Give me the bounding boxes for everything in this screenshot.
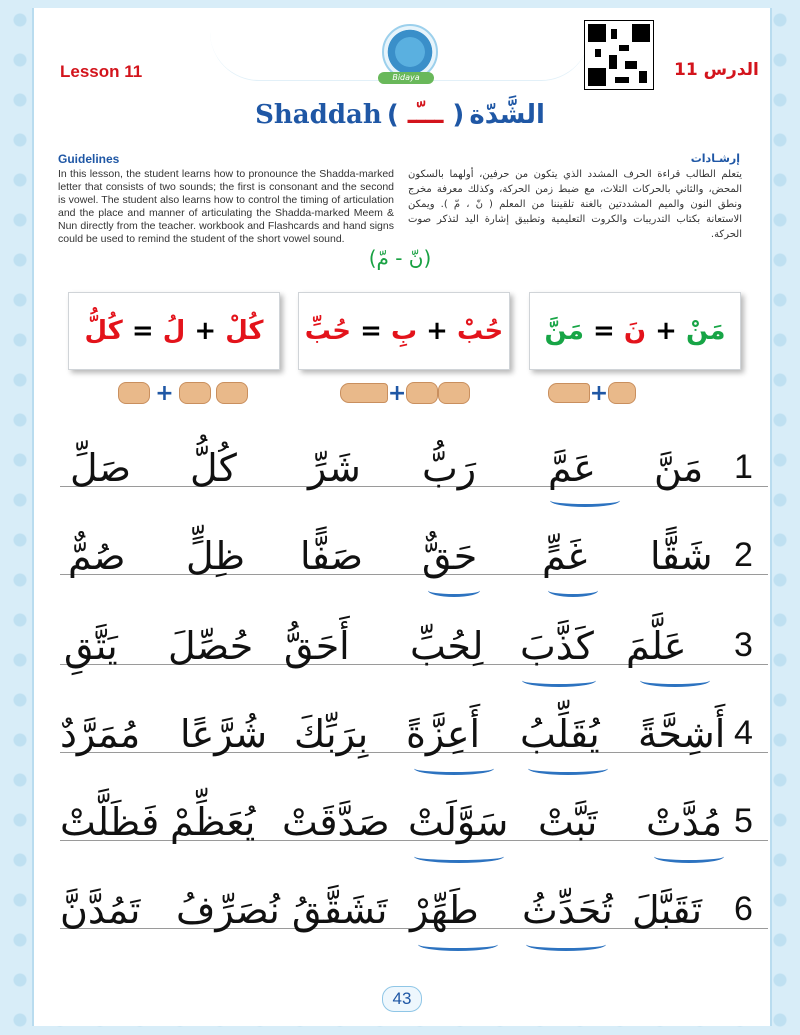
word: نُصَرِّفُ bbox=[176, 888, 280, 932]
hand-side-icon bbox=[118, 382, 150, 404]
word: صَفًّا bbox=[300, 534, 364, 578]
vowel-arc bbox=[414, 850, 504, 863]
row-number: 2 bbox=[734, 536, 753, 574]
word: صَلِّ bbox=[70, 446, 132, 490]
word: تَشَقَّقُ bbox=[292, 888, 388, 932]
practice-row-6 bbox=[60, 888, 768, 958]
word: كُلُّ bbox=[190, 446, 237, 490]
hand-signs-fatha: + bbox=[548, 378, 678, 408]
word: طَهِّرْ bbox=[410, 888, 479, 932]
word: صَدَّقَتْ bbox=[282, 800, 390, 844]
vowel-arc bbox=[528, 762, 608, 775]
card-hubb: حُبْ + بِ = حُبِّ bbox=[298, 292, 510, 370]
word: عَمَّ bbox=[548, 446, 596, 490]
word: مُدَّتْ bbox=[646, 800, 723, 844]
guidelines-text-ar: يتعلم الطالب قراءة الحرف المشدد الذي يتكون من حرفين، أولهما بالسكون المحض، والثاني بالحركات الثلاث، مع ضبط زمن الحركة، وكذلك معرفة مخرج ونطق النون والميم المشددتين بالغنة تلقيننا من المعلم ( نّ ، مّ ). ويمكن الاستعانة بكتاب التدريبات والكروت التعليمية وتطبيق إشارة اليد لتذكر صوت الحركة. bbox=[408, 169, 742, 240]
hand-up-icon bbox=[438, 382, 470, 404]
word: رَبُّ bbox=[422, 446, 477, 490]
practice-row-5 bbox=[60, 800, 768, 870]
word: تَمُدَّنَّ bbox=[60, 888, 141, 932]
word: مَنَّ bbox=[654, 446, 704, 490]
practice-row-3 bbox=[60, 624, 768, 694]
hand-up-icon bbox=[216, 382, 248, 404]
shaddah-symbol: ( ـــّـ ) bbox=[386, 100, 465, 130]
vowel-arc bbox=[550, 494, 620, 507]
guidelines-heading-en: Guidelines bbox=[58, 152, 120, 166]
word: حُصِّلَ bbox=[168, 624, 254, 668]
hand-flat-icon bbox=[548, 383, 590, 403]
word: غَمٍّ bbox=[542, 534, 588, 578]
word: شَرِّ bbox=[308, 446, 361, 490]
card-man: مَنْ + نَ = مَنَّ bbox=[529, 292, 741, 370]
word: يُقَلِّبُ bbox=[520, 712, 600, 756]
word: مُمَرَّدٌ bbox=[60, 712, 141, 756]
vowel-arc bbox=[654, 850, 724, 863]
word: تُحَدِّثُ bbox=[522, 888, 613, 932]
word: أَشِحَّةً bbox=[638, 712, 726, 756]
row-number: 4 bbox=[734, 714, 753, 752]
vowel-arc bbox=[522, 674, 596, 687]
word: شَقًّا bbox=[650, 534, 713, 578]
word: تَقَبَّلَ bbox=[632, 888, 703, 932]
logo-ribbon: Bidaya bbox=[378, 72, 434, 84]
qr-code-icon[interactable] bbox=[584, 20, 654, 90]
lesson-label-ar: الدرس 11 bbox=[674, 60, 759, 80]
vowel-arc bbox=[526, 938, 606, 951]
title-en: Shaddah bbox=[255, 100, 382, 130]
row-number: 3 bbox=[734, 626, 753, 664]
guidelines-heading-ar: إرشـادات bbox=[690, 152, 740, 165]
nun-meem-label: (نّ - مّ) bbox=[368, 246, 432, 270]
word: لِحُبِّ bbox=[410, 624, 484, 668]
word: يُعَظِّمْ bbox=[170, 800, 256, 844]
word: يَتَّقِ bbox=[64, 624, 118, 668]
hand-fist-icon bbox=[406, 382, 438, 404]
practice-row-4 bbox=[60, 712, 768, 782]
word: تَبَّتْ bbox=[538, 800, 598, 844]
vowel-arc bbox=[428, 584, 480, 597]
word: سَوَّلَتْ bbox=[408, 800, 509, 844]
practice-row-1 bbox=[60, 446, 768, 516]
word: بِرَبِّكَ bbox=[294, 712, 369, 756]
title-ar: الشَّدّة bbox=[469, 100, 545, 130]
card-kull: كُلْ + لُ = كُلُّ bbox=[68, 292, 280, 370]
word: شُرَّعًا bbox=[180, 712, 268, 756]
row-number: 6 bbox=[734, 890, 753, 928]
hand-signs-kasra: + bbox=[340, 378, 470, 408]
word: حَقٌّ bbox=[422, 534, 478, 578]
word: أَعِزَّةً bbox=[406, 712, 481, 756]
word: كَذَّبَ bbox=[520, 624, 594, 668]
guidelines-text-en: In this lesson, the student learns how to pronounce the Shadda-marked letter that consists of two sounds; the first is consonant and the second is vowel. The student also learns how to control the timing of articulation and the place and manner of articulating the Shadda-marked Meem & Nun directly from the teacher. workbook and Flashcards and hand signs could be used to remind the student of the short vowel sound. bbox=[58, 168, 394, 245]
vowel-arc bbox=[640, 674, 710, 687]
hand-down-icon bbox=[340, 383, 388, 403]
word: فَظَلَّتْ bbox=[60, 800, 160, 844]
page-title bbox=[0, 100, 800, 130]
page-number: 43 bbox=[382, 986, 422, 1012]
vowel-arc bbox=[414, 762, 494, 775]
lesson-label-en: Lesson 11 bbox=[60, 62, 143, 81]
word: ظِلٍّ bbox=[186, 534, 246, 578]
word: أَحَقُّ bbox=[284, 624, 350, 668]
word: عَلَّمَ bbox=[626, 624, 687, 668]
hand-signs-damma: + bbox=[118, 378, 248, 408]
hand-fist-icon bbox=[608, 382, 636, 404]
row-number: 1 bbox=[734, 448, 753, 486]
vowel-arc bbox=[418, 938, 498, 951]
vowel-arc bbox=[548, 584, 598, 597]
row-number: 5 bbox=[734, 802, 753, 840]
hand-fist-icon bbox=[179, 382, 211, 404]
practice-row-2 bbox=[60, 534, 768, 604]
word: صُمٌّ bbox=[68, 534, 126, 578]
